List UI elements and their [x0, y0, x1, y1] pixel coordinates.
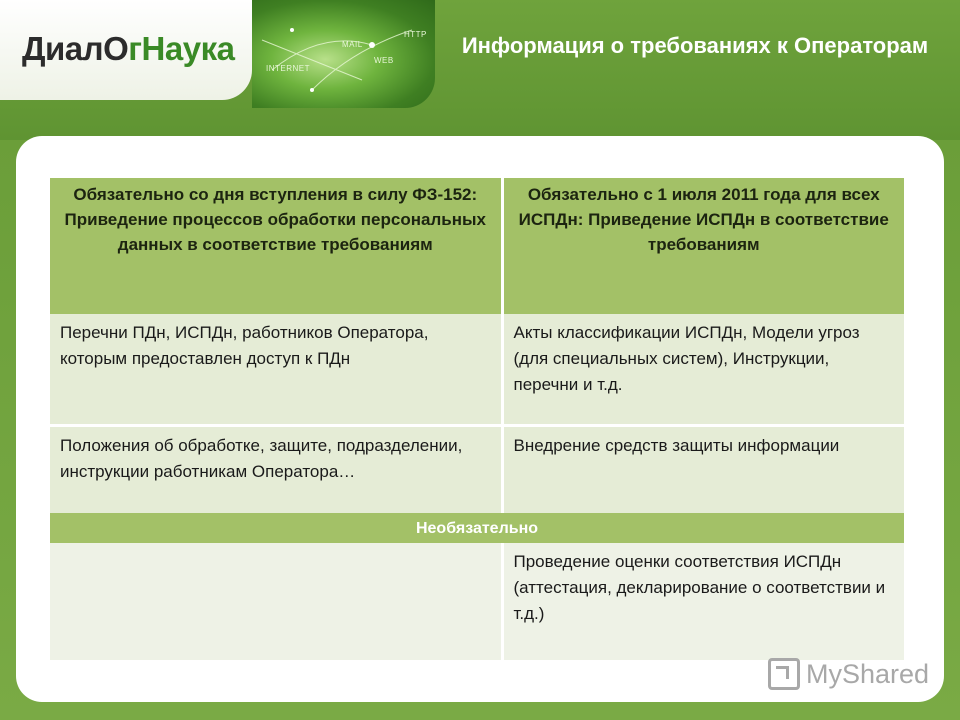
table-row — [50, 543, 904, 660]
optional-label: Необязательно — [50, 513, 904, 543]
slide-title: Информация о требованиях к Операторам — [461, 33, 929, 58]
table-cell: Проведение оценки соответствия ИСПДн (аттестация, декларирование о соответствии и т.д.) — [502, 543, 904, 660]
requirements-table — [50, 178, 904, 660]
globe-label-internet: INTERNET — [266, 64, 310, 73]
table-header-row — [50, 178, 904, 314]
optional-header-row — [50, 513, 904, 543]
table-cell: Положения об обработке, защите, подразделении, инструкции работникам Оператора… — [50, 426, 502, 514]
table-row — [50, 426, 904, 514]
globe-label-http: HTTP — [404, 30, 427, 39]
table-cell: Внедрение средств защиты информации — [502, 426, 904, 514]
table-cell: Перечни ПДн, ИСПДн, работников Оператора, которым предоставлен доступ к ПДн — [50, 314, 502, 426]
watermark-text: MyShared — [806, 658, 930, 689]
header-cell-right: Обязательно с 1 июля 2011 года для всех ИСПДн: Приведение ИСПДн в соответствие требованиям — [502, 178, 904, 314]
table-cell: Акты классификации ИСПДн, Модели угроз (для специальных систем), Инструкции, перечни и т.д. — [502, 314, 904, 426]
myshared-logo-icon — [768, 658, 800, 690]
company-logo: ДиалОгНаука — [22, 30, 235, 67]
network-lines-graphic — [252, 0, 435, 108]
globe-label-mail: MAIL — [342, 40, 363, 49]
table-row — [50, 314, 904, 426]
table-cell-empty — [50, 543, 502, 660]
logo-panel — [0, 0, 252, 100]
globe-network-image — [252, 0, 435, 108]
globe-label-web: WEB — [374, 56, 394, 65]
watermark — [768, 656, 929, 692]
header-cell-left: Обязательно со дня вступления в силу ФЗ-152: Приведение процессов обработки персональных данных в соответствие требованиям — [50, 178, 502, 314]
